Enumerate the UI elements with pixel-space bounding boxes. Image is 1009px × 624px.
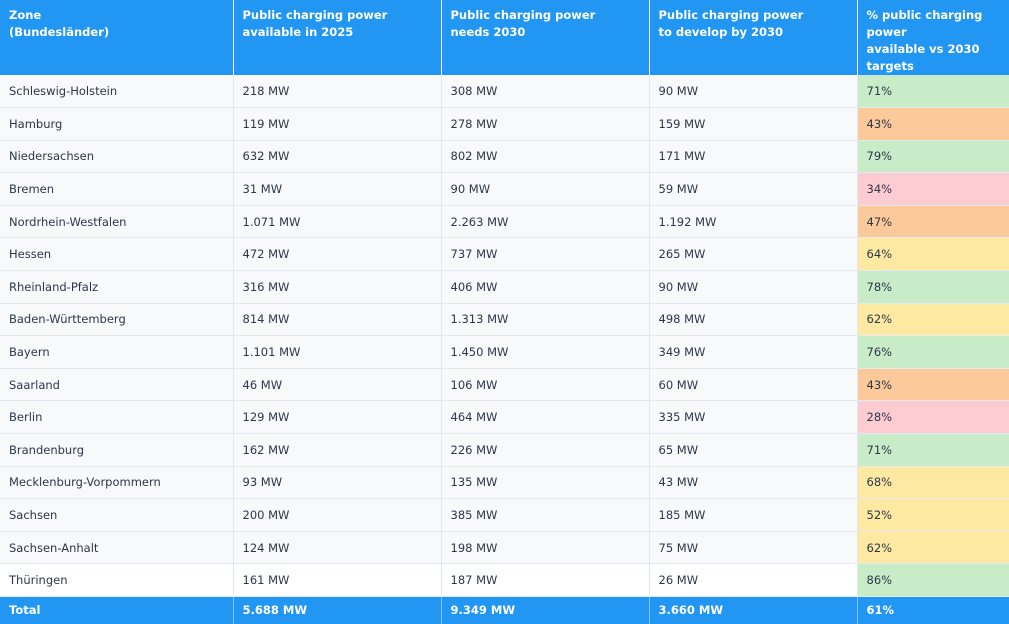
cell-available-2025: 46 MW [233,368,441,401]
cell-to-develop: 265 MW [649,238,857,271]
cell-available-2025: 200 MW [233,499,441,532]
table-row [0,238,1009,271]
cell-zone: Schleswig-Holstein [0,75,233,108]
header-percent-available: % public charging power available vs 2030 targets [857,0,1009,75]
table-row [0,531,1009,564]
cell-available-2025: 472 MW [233,238,441,271]
header-row [0,0,1009,75]
header-needs-2030: Public charging power needs 2030 [441,0,649,75]
cell-available-2025: 129 MW [233,401,441,434]
cell-needs-2030: 308 MW [441,75,649,108]
header-zone: Zone (Bundesländer) [0,0,233,75]
cell-percent: 62% [857,531,1009,564]
total-to-develop: 3.660 MW [649,597,857,624]
cell-needs-2030: 187 MW [441,564,649,597]
cell-zone: Niedersachsen [0,140,233,173]
table-header [0,0,1009,75]
table-body [0,75,1009,597]
cell-percent: 34% [857,173,1009,206]
cell-available-2025: 93 MW [233,466,441,499]
table-row [0,271,1009,304]
cell-to-develop: 26 MW [649,564,857,597]
cell-percent: 28% [857,401,1009,434]
cell-zone: Nordrhein-Westfalen [0,205,233,238]
cell-available-2025: 632 MW [233,140,441,173]
cell-zone: Berlin [0,401,233,434]
cell-to-develop: 349 MW [649,336,857,369]
total-available-2025: 5.688 MW [233,597,441,624]
table-row [0,401,1009,434]
cell-percent: 43% [857,108,1009,141]
cell-needs-2030: 2.263 MW [441,205,649,238]
table-row [0,564,1009,597]
cell-to-develop: 185 MW [649,499,857,532]
cell-percent: 76% [857,336,1009,369]
cell-percent: 52% [857,499,1009,532]
cell-zone: Hamburg [0,108,233,141]
cell-zone: Sachsen [0,499,233,532]
table-row [0,108,1009,141]
cell-zone: Mecklenburg-Vorpommern [0,466,233,499]
cell-percent: 86% [857,564,1009,597]
cell-to-develop: 43 MW [649,466,857,499]
cell-zone: Saarland [0,368,233,401]
total-row [0,597,1009,624]
cell-needs-2030: 278 MW [441,108,649,141]
cell-needs-2030: 1.313 MW [441,303,649,336]
cell-to-develop: 335 MW [649,401,857,434]
cell-needs-2030: 385 MW [441,499,649,532]
cell-to-develop: 59 MW [649,173,857,206]
table-row [0,75,1009,108]
cell-to-develop: 1.192 MW [649,205,857,238]
cell-zone: Rheinland-Pfalz [0,271,233,304]
table-row [0,303,1009,336]
cell-percent: 64% [857,238,1009,271]
cell-available-2025: 814 MW [233,303,441,336]
header-to-develop-2030: Public charging power to develop by 2030 [649,0,857,75]
total-percent: 61% [857,597,1009,624]
cell-needs-2030: 226 MW [441,434,649,467]
table-row [0,368,1009,401]
cell-percent: 71% [857,434,1009,467]
cell-zone: Sachsen-Anhalt [0,531,233,564]
cell-to-develop: 498 MW [649,303,857,336]
cell-available-2025: 1.101 MW [233,336,441,369]
cell-to-develop: 171 MW [649,140,857,173]
table-row [0,205,1009,238]
cell-to-develop: 90 MW [649,75,857,108]
table-row [0,173,1009,206]
cell-available-2025: 1.071 MW [233,205,441,238]
cell-to-develop: 75 MW [649,531,857,564]
cell-percent: 71% [857,75,1009,108]
cell-needs-2030: 1.450 MW [441,336,649,369]
total-zone: Total [0,597,233,624]
cell-available-2025: 218 MW [233,75,441,108]
cell-needs-2030: 135 MW [441,466,649,499]
cell-available-2025: 31 MW [233,173,441,206]
cell-percent: 68% [857,466,1009,499]
cell-needs-2030: 802 MW [441,140,649,173]
table-row [0,434,1009,467]
cell-needs-2030: 464 MW [441,401,649,434]
cell-zone: Thüringen [0,564,233,597]
cell-to-develop: 90 MW [649,271,857,304]
cell-needs-2030: 406 MW [441,271,649,304]
cell-zone: Baden-Württemberg [0,303,233,336]
cell-to-develop: 65 MW [649,434,857,467]
cell-available-2025: 162 MW [233,434,441,467]
cell-available-2025: 119 MW [233,108,441,141]
cell-percent: 79% [857,140,1009,173]
cell-to-develop: 60 MW [649,368,857,401]
total-needs-2030: 9.349 MW [441,597,649,624]
cell-percent: 78% [857,271,1009,304]
cell-zone: Bayern [0,336,233,369]
cell-zone: Hessen [0,238,233,271]
table-row [0,140,1009,173]
cell-percent: 43% [857,368,1009,401]
cell-available-2025: 316 MW [233,271,441,304]
cell-percent: 47% [857,205,1009,238]
cell-needs-2030: 90 MW [441,173,649,206]
table-row [0,499,1009,532]
cell-available-2025: 124 MW [233,531,441,564]
table-row [0,336,1009,369]
cell-zone: Brandenburg [0,434,233,467]
table-footer [0,597,1009,624]
cell-percent: 62% [857,303,1009,336]
cell-needs-2030: 106 MW [441,368,649,401]
cell-needs-2030: 737 MW [441,238,649,271]
cell-needs-2030: 198 MW [441,531,649,564]
cell-zone: Bremen [0,173,233,206]
cell-available-2025: 161 MW [233,564,441,597]
header-available-2025: Public charging power available in 2025 [233,0,441,75]
table-row [0,466,1009,499]
cell-to-develop: 159 MW [649,108,857,141]
